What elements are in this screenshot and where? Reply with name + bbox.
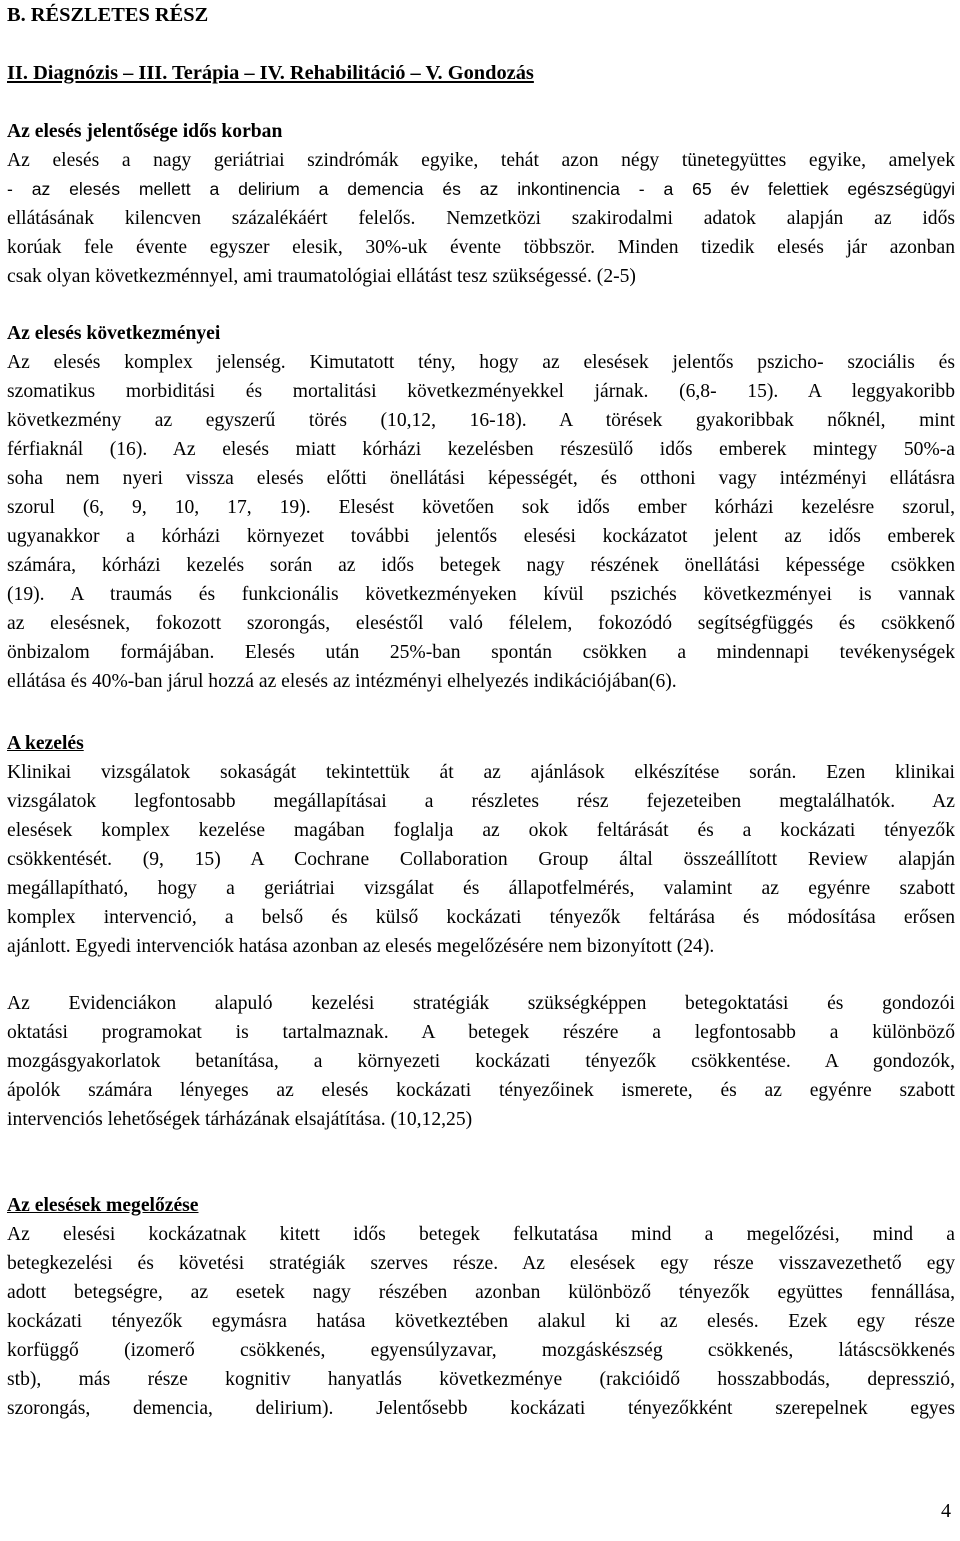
section-heading: Az elesés következményei (7, 323, 221, 344)
paragraph-line: elesések komplex kezelése magában foglalja az okok feltárását és a kockázati tényezők (7, 820, 955, 841)
paragraph-line: oktatási programokat is tartalmaznak. A betegek részére a legfontosabb a különböző (7, 1022, 955, 1043)
paragraph-line: megállapítható, hogy a geriátriai vizsgálat és állapotfelmérés, valamint az egyénre szabott (7, 878, 955, 899)
paragraph-line: az elesésnek, fokozott szorongás, eleséstől való félelem, fokozódó segítségfüggés és csökkenő (7, 613, 955, 634)
paragraph-line: Az Evidenciákon alapuló kezelési stratégiák szükségképpen betegoktatási és gondozói (7, 993, 955, 1014)
paragraph-line: számára, kórházi kezelés során az idős betegek nagy részének önellátási képessége csökken (7, 555, 955, 576)
section-fall-consequences (7, 319, 955, 696)
paragraph-line: korúak fele évente egyszer elesik, 30%-uk évente többször. Minden tizedik elesés jár azonban (7, 237, 955, 258)
paragraph-line: Az elesési kockázatnak kitett idős betegek felkutatása mind a megelőzési, mind a (7, 1224, 955, 1245)
paragraph-line: betegkezelési és követési stratégiák szerves része. Az elesések egy része visszavezethető egy (7, 1253, 955, 1274)
section-fall-significance (7, 117, 955, 291)
paragraph-line: mozgásgyakorlatok betanítása, a környezeti kockázati tényezők csökkentése. A gondozók, (7, 1051, 955, 1072)
page-number: 4 (941, 1500, 951, 1522)
paragraph-line: intervenciós lehetőségek tárházának elsajátítása. (10,12,25) (7, 1109, 473, 1130)
paragraph-line: soha nem nyeri vissza elesés előtti önellátási képességét, és otthoni vagy intézményi ellátásra (7, 468, 955, 489)
paragraph-line: adott betegségre, az esetek nagy részében azonban különböző tényezők együttes fennállása, (7, 1282, 955, 1303)
paragraph-line: kockázati tényezők egymásra hatása következtében alakul ki az elesés. Ezek egy része (7, 1311, 955, 1332)
paragraph-line: Az elesés a nagy geriátriai szindrómák egyike, tehát azon négy tünetegyüttes egyike, amelyek (7, 150, 955, 171)
paragraph-line: komplex intervenció, a belső és külső kockázati tényezők feltárása és módosítása erősen (7, 907, 955, 928)
paragraph-line: vizsgálatok legfontosabb megállapításai a részletes rész fejezeteiben megtalálhatók. Az (7, 791, 955, 812)
paragraph-line: önbizalom formájában. Elesés után 25%-ban spontán csökken a mindennapi tevékenységek (7, 642, 955, 663)
paragraph-line: szorul (6, 9, 10, 17, 19). Elesést követően sok idős ember kórházi kezelésre szorul, (7, 497, 955, 518)
paragraph-line: ugyanakkor a kórházi környezet további jelentős elesési kockázatot jelent az idős emberek (7, 526, 955, 547)
paragraph-line: következmény az egyszerű törés (10,12, 16-18). A törések gyakoribbak nőknél, mint (7, 410, 955, 431)
paragraph-line: csak olyan következménnyel, ami traumatológiai ellátást tesz szükségessé. (2-5) (7, 266, 636, 287)
paragraph-line: szomatikus morbiditási és mortalitási következményekkel járnak. (6,8- 15). A leggyakoribb (7, 381, 955, 402)
paragraph-line: ellátásának kilencven százalékáért felelős. Nemzetközi szakirodalmi adatok alapján az idős (7, 208, 955, 229)
paragraph-line: (19). A traumás és funkcionális következményeken kívül pszichés következményei is vannak (7, 584, 955, 605)
paragraph-line: Klinikai vizsgálatok sokaságát tekintettük át az ajánlások elkészítése során. Ezen klinikai (7, 762, 955, 783)
section-fall-prevention (7, 1191, 955, 1423)
chapter-title: II. Diagnózis – III. Terápia – IV. Rehabilitáció – V. Gondozás (7, 62, 534, 84)
section-treatment (7, 729, 955, 961)
section-evidence-strategies (7, 989, 955, 1134)
section-label: B. RÉSZLETES RÉSZ (7, 4, 209, 26)
paragraph-line: ajánlott. Egyedi intervenciók hatása azonban az elesés megelőzésére nem bizonyított (24). (7, 936, 715, 957)
paragraph-line: stb), más része kognitiv hanyatlás következménye (rakcióidő hosszabbodás, depresszió, (7, 1369, 955, 1390)
paragraph-line: ápolók számára lényeges az elesés kockázati tényezőinek ismerete, és az egyénre szabott (7, 1080, 955, 1101)
section-heading: A kezelés (7, 733, 84, 754)
paragraph-line: ellátása és 40%-ban járul hozzá az elesés az intézményi elhelyezés indikációjában(6). (7, 671, 677, 692)
paragraph-line: - az elesés mellett a delirium a demencia és az inkontinencia - a 65 év felettiek egészségügyi (7, 179, 955, 199)
paragraph-line: Az elesés komplex jelenség. Kimutatott tény, hogy az elesések jelentős pszicho- szociális és (7, 352, 955, 373)
paragraph-line: csökkentését. (9, 15) A Cochrane Collaboration Group által összeállított Review alapján (7, 849, 955, 870)
section-heading: Az elesés jelentősége idős korban (7, 121, 283, 142)
section-heading: Az elesések megelőzése (7, 1195, 199, 1216)
paragraph-line: férfiaknál (16). Az elesés miatt kórházi kezelésben részesülő idős emberek mintegy 50%-a (7, 439, 955, 460)
paragraph-line: szorongás, demencia, delirium). Jelentősebb kockázati tényezőkként szerepelnek egyes (7, 1398, 955, 1419)
paragraph-line: korfüggő (izomerő csökkenés, egyensúlyzavar, mozgáskészség csökkenés, látáscsökkenés (7, 1340, 955, 1361)
